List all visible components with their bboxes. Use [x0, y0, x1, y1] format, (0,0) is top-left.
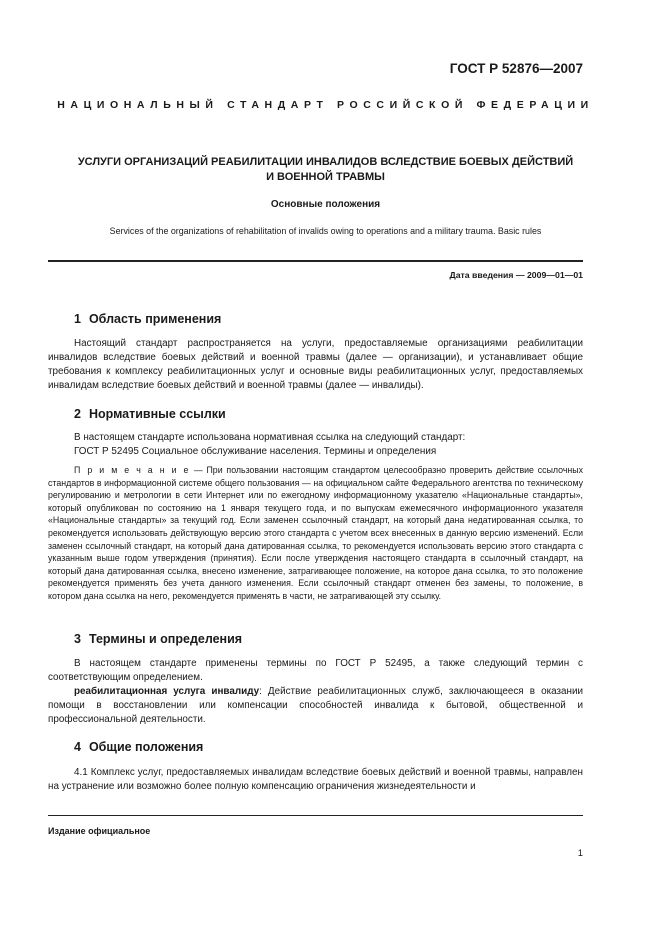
section-number: 1 — [74, 312, 81, 326]
note-block — [48, 464, 583, 603]
definition: : Действие реабилитационных служб, заключающееся в оказании помощи в восстановлении или компенсации способностей инвалида к бытовой, общественной и профессиональной деятельности. — [48, 686, 583, 725]
section-number: 4 — [74, 740, 81, 754]
term: реабилитационная услуга инвалиду — [74, 686, 260, 697]
footer-divider — [48, 815, 583, 816]
introduction-date: Дата введения — 2009—01—01 — [449, 270, 583, 280]
page-number: 1 — [577, 848, 583, 859]
document-title-line2: И ВОЕННОЙ ТРАВМЫ — [266, 171, 385, 183]
section-2-paragraph: В настоящем стандарте использована нормативная ссылка на следующий стандарт: — [74, 432, 466, 443]
section-title: Термины и определения — [88, 632, 243, 646]
section-title: Область применения — [88, 312, 222, 326]
section-1-paragraph: Настоящий стандарт распространяется на услуги, предоставляемые организациями реабилитации инвалидов вследствие боевых действий и военной травмы (далее — организации), и устанавливает общие требования к комплексу реабилитационных услуг и основные виды реабилитационных услуг, предоставляемых инвалидам вследствие боевых действий и военной травмы (далее — инвалиды). — [48, 338, 583, 391]
section-3-heading — [74, 632, 242, 646]
section-3-paragraph: В настоящем стандарте применены термины по ГОСТ Р 52495, а также следующий термин с соответствующим определением. — [48, 658, 583, 683]
document-title — [48, 155, 603, 185]
section-4-paragraph: 4.1 Комплекс услуг, предоставляемых инвалидам вследствие боевых действий и военной травмы, направлен на устранение или возможно более полную компенсацию ограничения жизнедеятельности и — [48, 767, 583, 792]
section-number: 3 — [74, 632, 81, 646]
note-label: П р и м е ч а н и е — [74, 465, 191, 475]
document-subtitle: Основные положения — [270, 199, 381, 210]
document-number: ГОСТ Р 52876—2007 — [449, 61, 583, 76]
section-title: Общие положения — [88, 740, 204, 754]
national-standard-heading: НАЦИОНАЛЬНЫЙ СТАНДАРТ РОССИЙСКОЙ ФЕДЕРАЦИИ — [57, 99, 594, 111]
section-1-heading — [74, 312, 221, 326]
document-title-line1: УСЛУГИ ОРГАНИЗАЦИЙ РЕАБИЛИТАЦИИ ИНВАЛИДОВ ВСЛЕДСТВИЕ БОЕВЫХ ДЕЙСТВИЙ — [77, 156, 574, 168]
english-title: Services of the organizations of rehabilitation of invalids owing to operations and a military trauma. Basic rules — [109, 226, 542, 236]
normative-reference: ГОСТ Р 52495 Социальное обслуживание населения. Термины и определения — [74, 446, 437, 457]
title-divider — [48, 260, 583, 262]
note-text: — При пользовании настоящим стандартом целесообразно проверить действие ссылочных стандартов в информационной системе общего пользования — на официальном сайте Федерального агентства по техническому регулированию и метрологии в сети Интернет или по ежегодному информационному указателю «Национальные стандарты», который опубликован по состоянию на 1 января текущего года, и по выпускам ежемесячного информационного указателя «Национальные стандарты» за текущий год. Если заменен ссылочный стандарт, на который дана недатированная ссылка, то рекомендуется использовать действующую версию этого стандарта с учетом всех внесенных в данную версию изменений. Если заменен ссылочный стандарт, на который дана датированная ссылка, то рекомендуется использовать версию этого стандарта с указанным выше годом утверждения (принятия). Если после утверждения настоящего стандарта в ссылочный стандарт, на который дана датированная ссылка, внесено изменение, затрагивающее положение, на которое дана ссылка, то это положение рекомендуется применять без учета данного изменения. Если ссылочный стандарт отменен без замены, то положение, в котором дана ссылка на него, рекомендуется применять в части, не затрагивающей эту ссылку. — [48, 465, 583, 601]
term-definition — [48, 685, 583, 727]
section-4-heading — [74, 740, 203, 754]
section-2-heading — [74, 407, 226, 421]
official-edition-label: Издание официальное — [48, 826, 151, 836]
section-number: 2 — [74, 407, 81, 421]
section-title: Нормативные ссылки — [88, 407, 226, 421]
